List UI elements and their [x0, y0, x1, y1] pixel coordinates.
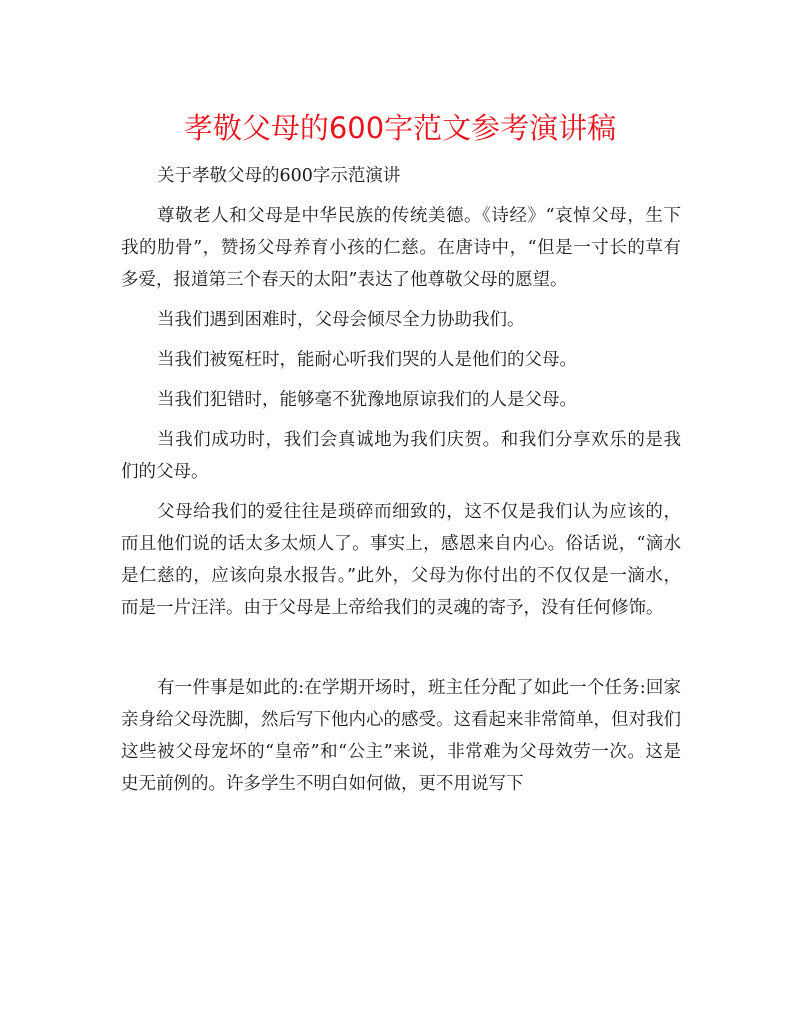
paragraph-6: 父母给我们的爱往往是琐碎而细致的，这不仅是我们认为应该的，而且他们说的话太多太烦人了。事实上，感恩来自内心。俗话说，“滴水是仁慈的，应该向泉水报告。”此外，父母为你付出的不仅仅是一滴水，而是一片汪洋。由于父母是上帝给我们的灵魂的寄予，没有任何修饰。 [121, 502, 681, 618]
paragraph-2: 当我们遇到困难时，父母会倾尽全力协助我们。 [157, 310, 525, 330]
paragraph-5: 当我们成功时，我们会真诚地为我们庆贺。和我们分享欢乐的是我们的父母。 [121, 430, 681, 482]
paragraph-4: 当我们犯错时，能够毫不犹豫地原谅我们的人是父母。 [157, 390, 577, 410]
document-subtitle: 关于孝敬父母的600字示范演讲 [157, 166, 401, 186]
paragraph-1: 尊敬老人和父母是中华民族的传统美德。《诗经》“哀悼父母，生下我的肋骨”，赞扬父母养育小孩的仁慈。在唐诗中，“但是一寸长的草有多爱，报道第三个春天的太阳”表达了他尊敬父母的愿望。 [121, 206, 681, 290]
paragraph-gap [121, 632, 681, 672]
paragraph-7: 有一件事是如此的:在学期开场时，班主任分配了如此一个任务:回家亲身给父母洗脚，然后写下他内心的感受。这看起来非常简单，但对我们这些被父母宠坏的“皇帝”和“公主”来说，非常难为父母效劳一次。这是史无前例的。许多学生不明白如何做，更不用说写下 [121, 678, 681, 794]
paragraph-3: 当我们被冤枉时，能耐心听我们哭的人是他们的父母。 [157, 350, 577, 370]
document-body [121, 160, 681, 808]
document-title: 孝敬父母的600字范文参考演讲稿 [183, 111, 617, 145]
